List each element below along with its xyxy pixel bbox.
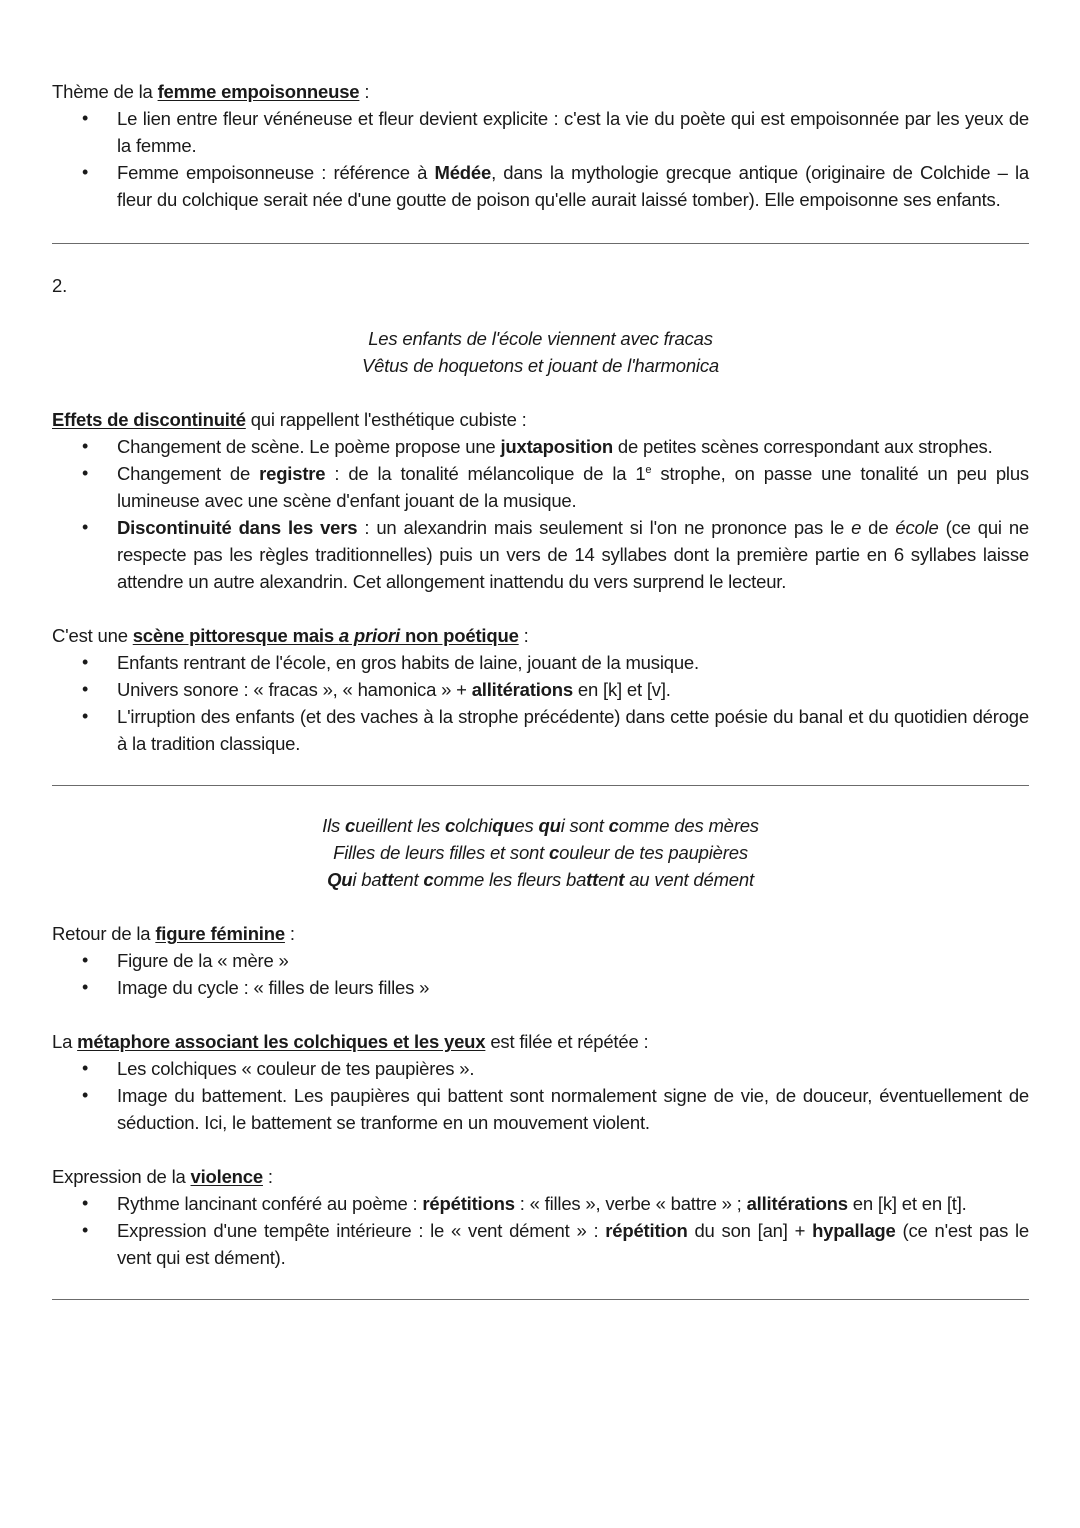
section-heading (52, 406, 1029, 433)
text-run: qu (492, 815, 515, 836)
text-run: en [k] et en [t]. (847, 1193, 967, 1214)
text-run: L'irruption des enfants (et des vaches à la strophe précédente) dans cette poésie du banal et du quotidien déroge à la tradition classique. (117, 706, 1029, 754)
bullet-item (52, 1082, 1029, 1136)
text-run: i ba (352, 869, 382, 890)
text-run: violence (190, 1166, 263, 1187)
verse-line (52, 812, 1029, 839)
text-run: La (52, 1031, 78, 1052)
text-run: Les enfants de l'école viennent avec fracas (368, 328, 713, 349)
text-run: : « filles », verbe « battre » ; (514, 1193, 747, 1214)
bullet-list (52, 1055, 1029, 1136)
verse-line (52, 839, 1029, 866)
text-run: : (284, 923, 295, 944)
text-run: Ils (322, 815, 345, 836)
section-heading (52, 1163, 1029, 1190)
bullet-item (52, 514, 1029, 595)
text-run: en [k] et [v]. (572, 679, 671, 700)
text-run: , dans la mythologie grecque antique (originaire de Colchide – la fleur du colchique serait née d'une goutte de poison qu'elle aurait laissé tomber). Elle empoisonne ses enfants. (117, 162, 1029, 210)
bullet-item (52, 1055, 1029, 1082)
text-run: : (518, 625, 529, 646)
text-run: Expression d'une tempête intérieure : le « vent dément » : (117, 1220, 606, 1241)
text-run: c (423, 869, 434, 890)
text-run: Retour de la (52, 923, 156, 944)
text-run: Changement de scène. Le poème propose une (117, 436, 501, 457)
section-heading (52, 78, 1029, 105)
text-run: tt (586, 869, 599, 890)
text-run: Discontinuité dans les vers (117, 517, 358, 538)
text-run: strophe, on passe une tonalité un peu plus lumineuse avec une scène d'enfant jouant de la musique. (117, 463, 1029, 511)
bullet-item (52, 676, 1029, 703)
text-run: Femme empoisonneuse : référence à (117, 162, 435, 183)
bullet-list (52, 649, 1029, 757)
bullet-item (52, 974, 1029, 1001)
text-run: femme empoisonneuse (157, 81, 360, 102)
section-heading (52, 1028, 1029, 1055)
text-run: au vent dément (624, 869, 754, 890)
bullet-item (52, 947, 1029, 974)
text-run: Expression de la (52, 1166, 191, 1187)
text-run: de (861, 517, 896, 538)
text-run: figure féminine (155, 923, 285, 944)
verse-line (52, 352, 1029, 379)
text-run: : (262, 1166, 273, 1187)
text-run: en (598, 869, 619, 890)
text-run: : de la tonalité mélancolique de la 1 (325, 463, 646, 484)
text-run: c (344, 815, 356, 836)
horizontal-rule (52, 1299, 1029, 1300)
text-run: ueillent les (355, 815, 446, 836)
text-run: juxtaposition (500, 436, 613, 457)
text-run: Figure de la « mère » (117, 950, 289, 971)
text-run: métaphore associant les colchiques et les yeux (77, 1031, 486, 1052)
text-run: qui rappellent l'esthétique cubiste : (245, 409, 527, 430)
text-run: : (359, 81, 370, 102)
document-page (52, 78, 1029, 1300)
section-femme-empoisonneuse (52, 78, 1029, 213)
text-run: (ce qui ne respecte pas les règles traditionnelles) puis un vers de 14 syllabes dont la première partie en 6 syllabes laisse attendre un autre alexandrin. Cet allongement inattendu du vers surprend le lecteur. (117, 517, 1029, 592)
bullet-list (52, 1190, 1029, 1271)
text-run: est filée et répétée : (485, 1031, 649, 1052)
text-run: Image du cycle : « filles de leurs filles » (117, 977, 430, 998)
text-run: ent (393, 869, 424, 890)
section-heading (52, 920, 1029, 947)
bullet-item (52, 1190, 1029, 1217)
text-run: i sont (560, 815, 609, 836)
text-run: Le lien entre fleur vénéneuse et fleur devient explicite : c'est la vie du poète qui est empoisonnée par les yeux de la femme. (117, 108, 1029, 156)
text-run: t (618, 869, 625, 890)
verse-line (52, 866, 1029, 893)
text-run: (ce n'est pas le vent qui est dément). (117, 1220, 1030, 1268)
text-run: Filles de leurs filles et sont (333, 842, 550, 863)
text-run: es (514, 815, 539, 836)
bullet-item (52, 159, 1029, 213)
bullet-item (52, 105, 1029, 159)
text-run: c (608, 815, 619, 836)
text-run: omme les fleurs ba (433, 869, 587, 890)
bullet-list (52, 947, 1029, 1001)
text-run: ouleur de tes paupières (559, 842, 748, 863)
text-run: Médée (434, 162, 492, 183)
text-run: a priori (338, 625, 400, 646)
text-run: e (851, 517, 862, 538)
text-run: répétition (605, 1220, 688, 1241)
text-run: tt (381, 869, 394, 890)
text-run: scène pittoresque mais (132, 625, 339, 646)
text-run: Rythme lancinant conféré au poème : (117, 1193, 423, 1214)
text-run: allitérations (471, 679, 573, 700)
text-run: Effets de discontinuité (52, 409, 246, 430)
poem-excerpt (52, 812, 1029, 893)
text-run: : un alexandrin mais seulement si l'on ne prononce pas le (357, 517, 852, 538)
text-run: Changement de (117, 463, 260, 484)
section-3 (52, 812, 1029, 1271)
text-run: e (645, 464, 652, 476)
verse-line (52, 325, 1029, 352)
bullet-item (52, 1217, 1029, 1271)
text-run: Univers sonore : « fracas », « hamonica » + (117, 679, 472, 700)
text-run: non poétique (400, 625, 519, 646)
poem-excerpt (52, 325, 1029, 379)
bullet-item (52, 649, 1029, 676)
section-heading (52, 622, 1029, 649)
bullet-list (52, 105, 1029, 213)
section-2 (52, 272, 1029, 757)
bullet-item (52, 433, 1029, 460)
text-run: qu (538, 815, 561, 836)
text-run: répétitions (422, 1193, 515, 1214)
text-run: allitérations (746, 1193, 848, 1214)
section-number: 2. (52, 275, 68, 296)
bullet-item (52, 703, 1029, 757)
text-run: du son [an] + (687, 1220, 813, 1241)
bullet-item (52, 460, 1029, 514)
text-run: omme des mères (618, 815, 759, 836)
text-run: école (895, 517, 939, 538)
bullet-list (52, 433, 1029, 595)
text-run: c (445, 815, 456, 836)
text-run: hypallage (812, 1220, 896, 1241)
text-run: Thème de la (52, 81, 158, 102)
text-run: registre (259, 463, 326, 484)
text-run: olchi (455, 815, 493, 836)
text-run: Image du battement. Les paupières qui battent sont normalement signe de vie, de douceur, éventuellement de séduction. Ici, le battement se tranforme en un mouvement violent. (117, 1085, 1029, 1133)
text-run: Les colchiques « couleur de tes paupières ». (117, 1058, 475, 1079)
text-run: de petites scènes correspondant aux strophes. (612, 436, 993, 457)
text-run: Qu (327, 869, 353, 890)
text-run: C'est une (52, 625, 133, 646)
text-run: Enfants rentrant de l'école, en gros habits de laine, jouant de la musique. (117, 652, 699, 673)
text-run: Vêtus de hoquetons et jouant de l'harmonica (362, 355, 719, 376)
text-run: c (549, 842, 560, 863)
